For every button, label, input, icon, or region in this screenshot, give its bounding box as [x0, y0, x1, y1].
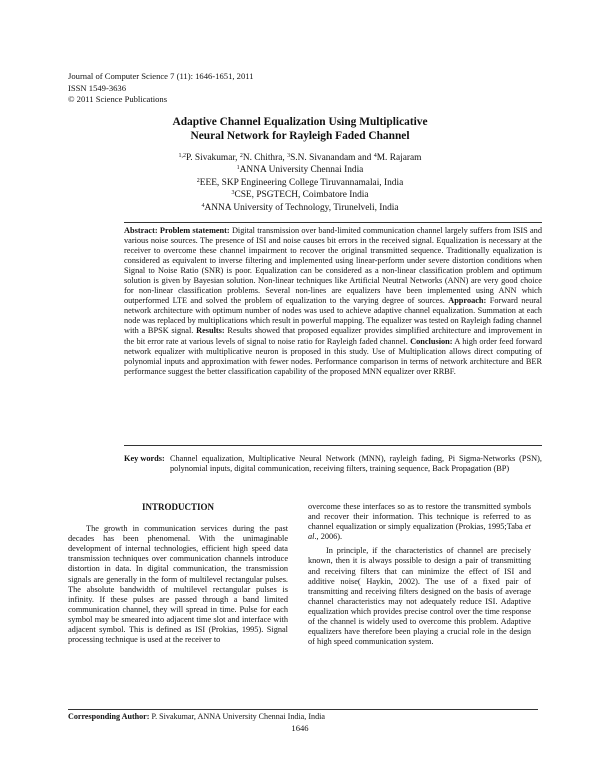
corresponding-author-text: P. Sivakumar, ANNA University Chennai India, India [149, 712, 325, 721]
author-sup: 4 [373, 153, 377, 159]
keywords [124, 454, 542, 474]
author-names [100, 152, 500, 164]
corresponding-author [68, 712, 325, 721]
author-sup: 1,2 [178, 153, 187, 159]
affiliation [100, 202, 500, 214]
author-name: P. Sivakumar, [186, 153, 240, 163]
problem-statement-label: Problem statement: [159, 226, 230, 235]
title-line: Neural Network for Rayleigh Faded Channel [190, 130, 410, 142]
right-column [308, 502, 531, 647]
copyright: © 2011 Science Publications [68, 94, 168, 105]
affiliation-sup: 3 [231, 190, 235, 197]
approach-label: Approach: [448, 296, 487, 306]
author-name: S.N. Sivanandam and [290, 153, 374, 163]
author-block [100, 152, 500, 214]
issn: ISSN 1549-3636 [68, 82, 127, 93]
corresponding-author-label: Corresponding Author: [68, 712, 150, 721]
affiliation-sup: 2 [196, 177, 200, 184]
title-line: Adaptive Channel Equalization Using Multiplicative [172, 116, 428, 128]
affiliation-text: CSE, PSGTECH, Coimbatore India [234, 190, 369, 201]
affiliation-text: ANNA University Chennai India [239, 165, 364, 176]
intro-paragraph-1: The growth in communication services during the past decades has been phenomenal. With the unimaginable development of internal technologies, efficient high speed data transmission techniques over communication channels introduce distortion in data. In digital communication, the transmission signals are generally in the form of multilevel rectangular pulses. The absolute bandwidth of multilevel rectangular pulses is infinity. If these pulses are passed through a band limited communication channel, they will spread in time. Pulse for each symbol may be smeared into adjacent time slot and interface with adjacent symbol. This is defined as ISI (Prokias, 1995). Signal processing technique is used at the receiver to [68, 524, 288, 645]
abstract-label: Abstract: [124, 226, 158, 235]
section-heading-introduction: INTRODUCTION [141, 502, 214, 512]
author-sup: 3 [287, 153, 291, 159]
affiliation [100, 189, 500, 201]
affiliation [100, 177, 500, 189]
journal-citation: Journal of Computer Science 7 (11): 1646-1651, 2011 [68, 71, 254, 81]
affiliation [100, 164, 500, 176]
abstract-bottom-rule [124, 445, 542, 446]
page-number: 1646 [291, 723, 309, 733]
affiliation-text: EEE, SKP Engineering College Tiruvannamalai, India [199, 177, 404, 188]
keywords-text: Channel equalization, Multiplicative Neural Network (MNN), rayleigh fading, Pi Sigma-Networks (PSN), polynomial inputs, digital communication, receiving filters, training sequence, Back Propagation (BP) [170, 454, 542, 474]
affiliation-text: ANNA University of Technology, Tirunelveli, India [204, 202, 399, 213]
conclusion-label: Conclusion: [410, 336, 453, 346]
problem-statement-text: Digital transmission over band-limited communication channel largely suffers from ISIS and various noise sources. The presence of ISI and noise causes bit errors in the received signal. Equalization is necessary at the receiver to overcome these channel impairment to recover the original transmitted sequence. Traditionally equalization is considered as equivalent to inverse filtering and implemented using linear-perform under severe distortion conditions when Signal to Noise Ratio (SNR) is poor. Equalization can be considered as a non-linear classification problem and optimum solution is given by Bayesian solution. Non-linear techniques like Artificial Neutral Networks (ANN) are very good choice for non-linear classification problems. Several non-lines are equalizers have been implemented using ANN which outperformed LTE and solved the problem of equalization to the varying degree of sources. [124, 226, 542, 306]
footnote-rule [68, 709, 538, 710]
author-name: M. Rajaram [376, 153, 422, 163]
intro-continued-text: overcome these interfaces so as to restore the transmitted symbols and recover their information. This technique is referred to as channel equalization or simply equalization (Prokias, 1995;Taba [308, 502, 531, 532]
author-sup: 2 [239, 153, 243, 159]
results-text: Results showed that proposed equalizer provides simplified architecture and improvement in the bit error rate at various levels of signal to noise ratio for Rayleigh faded channel. [124, 326, 542, 346]
approach-text: Forward neural network architecture with optimum number of nodes was used to achieve adaptive channel equalization. Summation at each node was replaced by multiplications which result in powerful mapping. The equalizer was tested on Rayleigh fading channel with a BPSK signal. [124, 296, 543, 336]
intro-paragraph-2: In principle, if the characteristics of channel are precisely known, then it is always possible to design a pair of transmitting and receiving filters that can minimize the effect of ISI and additive noise( Haykin, 2002). The use of a fixed pair of transmitting and receiving filters designed on the basis of average channel characteristics may not adequately reduce ISI. Adaptive equalization which provides precise control over the time response of the channel is widely used to overcome this problem. Adaptive equalizers have therefore been playing a crucial role in the design of high speed communication system. [308, 546, 531, 647]
keywords-label: Key words: [124, 454, 165, 463]
left-column [68, 502, 288, 645]
paper-title [100, 115, 500, 143]
affiliation-sup: 1 [236, 165, 240, 172]
intro-continued-end: ., 2006). [314, 532, 343, 542]
intro-paragraph-1-continued [308, 502, 531, 542]
author-name: N. Chithra, [242, 153, 288, 163]
results-label: Results: [196, 326, 225, 336]
intro-et-al: et al [308, 522, 531, 542]
abstract [124, 226, 542, 377]
journal-header [68, 71, 254, 106]
conclusion-text: A high order feed forward network equalizer with multiplicative neuron is proposed in this study. Use of Multiplication allows direct computing of polynomial inputs and approximation with fewer nodes. Performance comparison in terms of network architecture and BER performance suggest the better classification capability of the proposed MNN equalizer over RRBF. [124, 336, 542, 376]
abstract-top-rule [124, 222, 542, 223]
affiliation-sup: 4 [201, 202, 205, 209]
